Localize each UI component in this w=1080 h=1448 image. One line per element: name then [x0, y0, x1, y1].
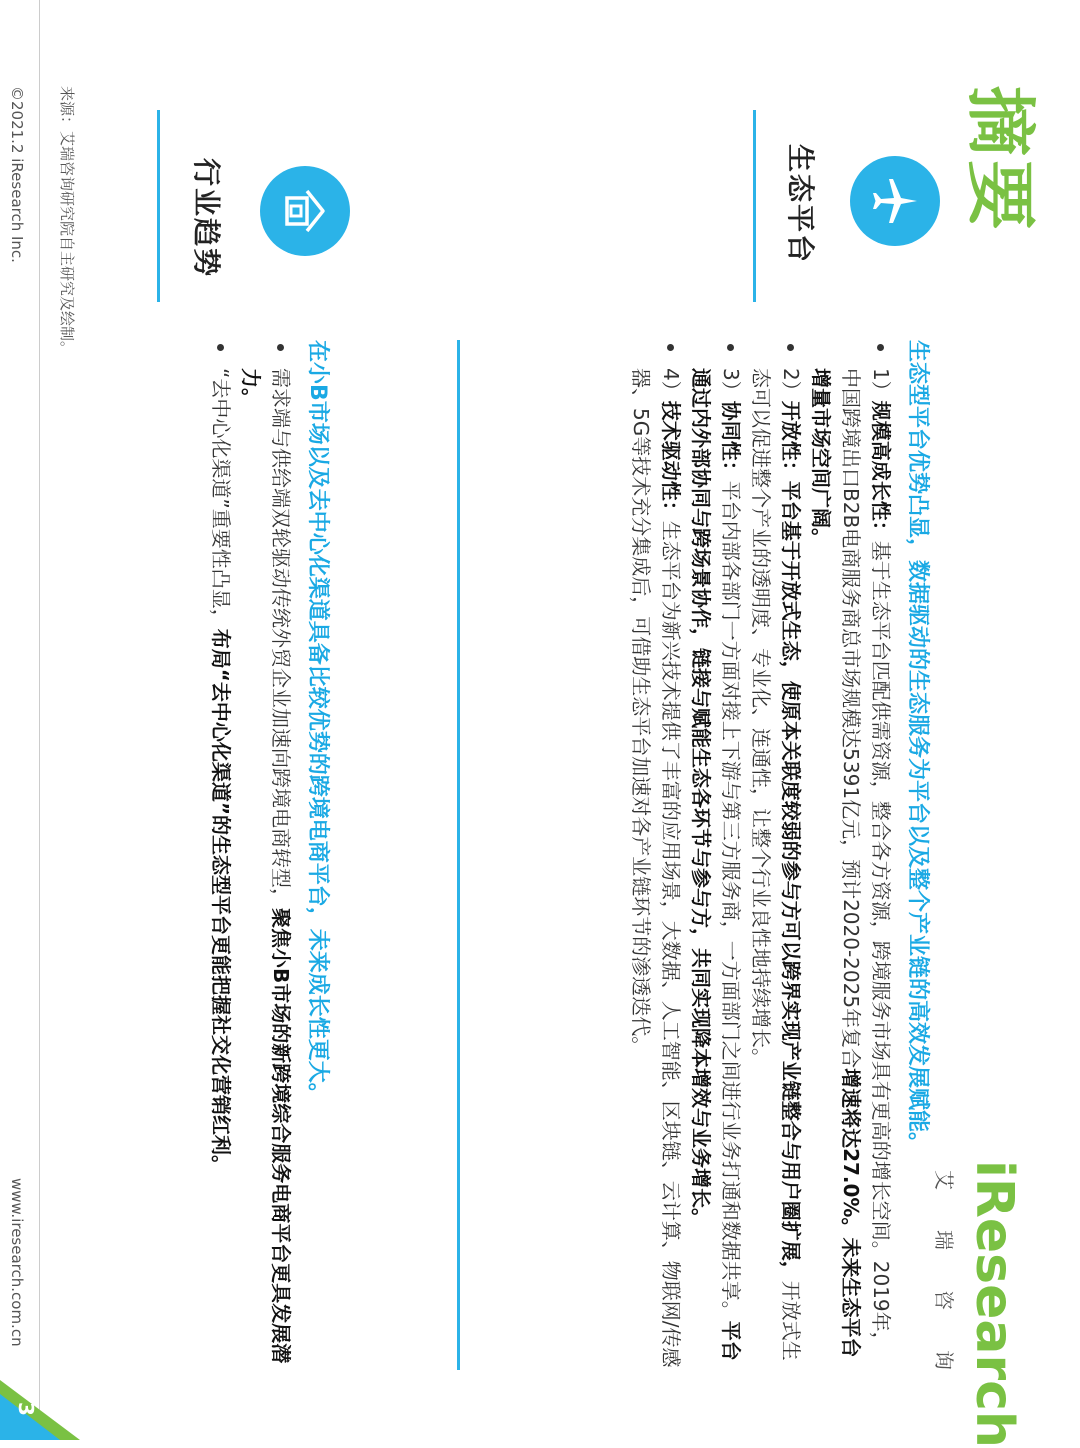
bullet-prefix: 3）: [719, 368, 743, 401]
bullet-bold: 布局“去中心化渠道”的生态型平台更能把握社交化营销红利。: [209, 628, 233, 1176]
bullet-list: [206, 340, 296, 1370]
house-icon: [260, 166, 350, 256]
logo-tag-char: 瑞: [932, 1230, 956, 1250]
logo-brand: iResearch: [964, 1160, 1024, 1448]
bullet-bold: 技术驱动性：: [659, 400, 683, 521]
house-svg: [277, 183, 333, 239]
bullet-list: [626, 340, 896, 1370]
section-divider: [753, 110, 756, 302]
bullet-text: 开放式生态可以促进整个产业的透明度、专业化、连通性，让整个行业良性地持续增长。: [749, 368, 803, 1361]
bullet-bold: 规模高成长性：: [869, 400, 893, 541]
bullet-text: “去中心化渠道”重要性凸显，: [209, 368, 233, 629]
bullet-bold: 协同性：: [719, 400, 743, 481]
section-label-trend: 行业趋势: [190, 158, 223, 279]
bullet-prefix: 2）: [779, 368, 803, 401]
list-item: [236, 340, 296, 1370]
bullet-bold: 开放性：平台基于开放式生态，使原本关联度较弱的参与方可以跨界实现产业链整合与用户圈扩展，: [779, 400, 803, 1281]
section-divider: [157, 110, 160, 302]
list-item: [206, 340, 236, 1370]
bullet-bold: 增速将达27.0%。未来生态平台增量市场空间广阔。: [809, 368, 863, 1358]
bullet-text: 基于生态平台匹配供需资源，整合各方资源，跨境服务市场具有更高的增长空间。2019年，中国跨境出口B2B电商服务商总市场规模达5391亿元，预计2020-2025年复合: [839, 368, 893, 1352]
footer-copyright: ©2021.2 iResearch Inc.: [8, 86, 26, 263]
logo-tag-char: 询: [932, 1350, 956, 1370]
logo-tagline: [931, 1170, 960, 1370]
section-headline: 在小B市场以及去中心化渠道具备比较优势的跨境电商平台，未来成长性更大。: [305, 340, 330, 1105]
bullet-bold: 平台通过内外部协同与跨场景协作，链接与赋能生态各环节与参与方，共同实现降本增效与业务增长。: [689, 368, 743, 1361]
footer-source: 来源：艾瑞咨询研究院自主研究及绘制。: [58, 86, 76, 357]
logo-tag-char: 咨: [932, 1290, 956, 1310]
page-number: 3: [14, 1402, 38, 1416]
airplane-svg: [867, 173, 923, 229]
footer-website[interactable]: www.iresearch.com.cn: [8, 1178, 26, 1347]
section-trend-content: [206, 340, 332, 1370]
footer-divider: [39, 0, 40, 1440]
list-item: [686, 340, 746, 1370]
section-headline: 生态型平台优势凸显，数据驱动的生态服务为平台以及整个产业链的高效发展赋能。: [905, 340, 930, 1155]
bullet-bold: 聚焦小B市场的新跨境综合服务电商平台更具发展潜力。: [239, 368, 293, 1364]
airplane-icon: [850, 156, 940, 246]
logo-tag-char: 艾: [932, 1170, 956, 1190]
bullet-text: 需求端与供给端双轮驱动传统外贸企业加速向跨境电商转型，: [269, 368, 293, 908]
bullet-text: 生态平台为新兴技术提供了丰富的应用场景，大数据、人工智能、区块链、云计算、物联网/传感器、5G等技术充分集成后，可借助生态平台加速对各产业链环节的渗透迭代。: [629, 368, 683, 1368]
section-divider-long: [457, 340, 460, 1370]
page-title: 摘要: [959, 86, 1041, 234]
page-corner-decoration: [0, 1380, 80, 1440]
section-ecosystem-content: [626, 340, 932, 1370]
bullet-text: 平台内部各部门一方面对接上下游与第三方服务商，一方面部门之间进行业务打通和数据共享。: [719, 480, 743, 1321]
list-item: [626, 340, 686, 1370]
list-item: [746, 340, 806, 1370]
bullet-prefix: 4）: [659, 368, 683, 401]
list-item: [806, 340, 896, 1370]
bullet-prefix: 1）: [869, 368, 893, 401]
section-label-ecosystem: 生态平台: [784, 144, 817, 265]
